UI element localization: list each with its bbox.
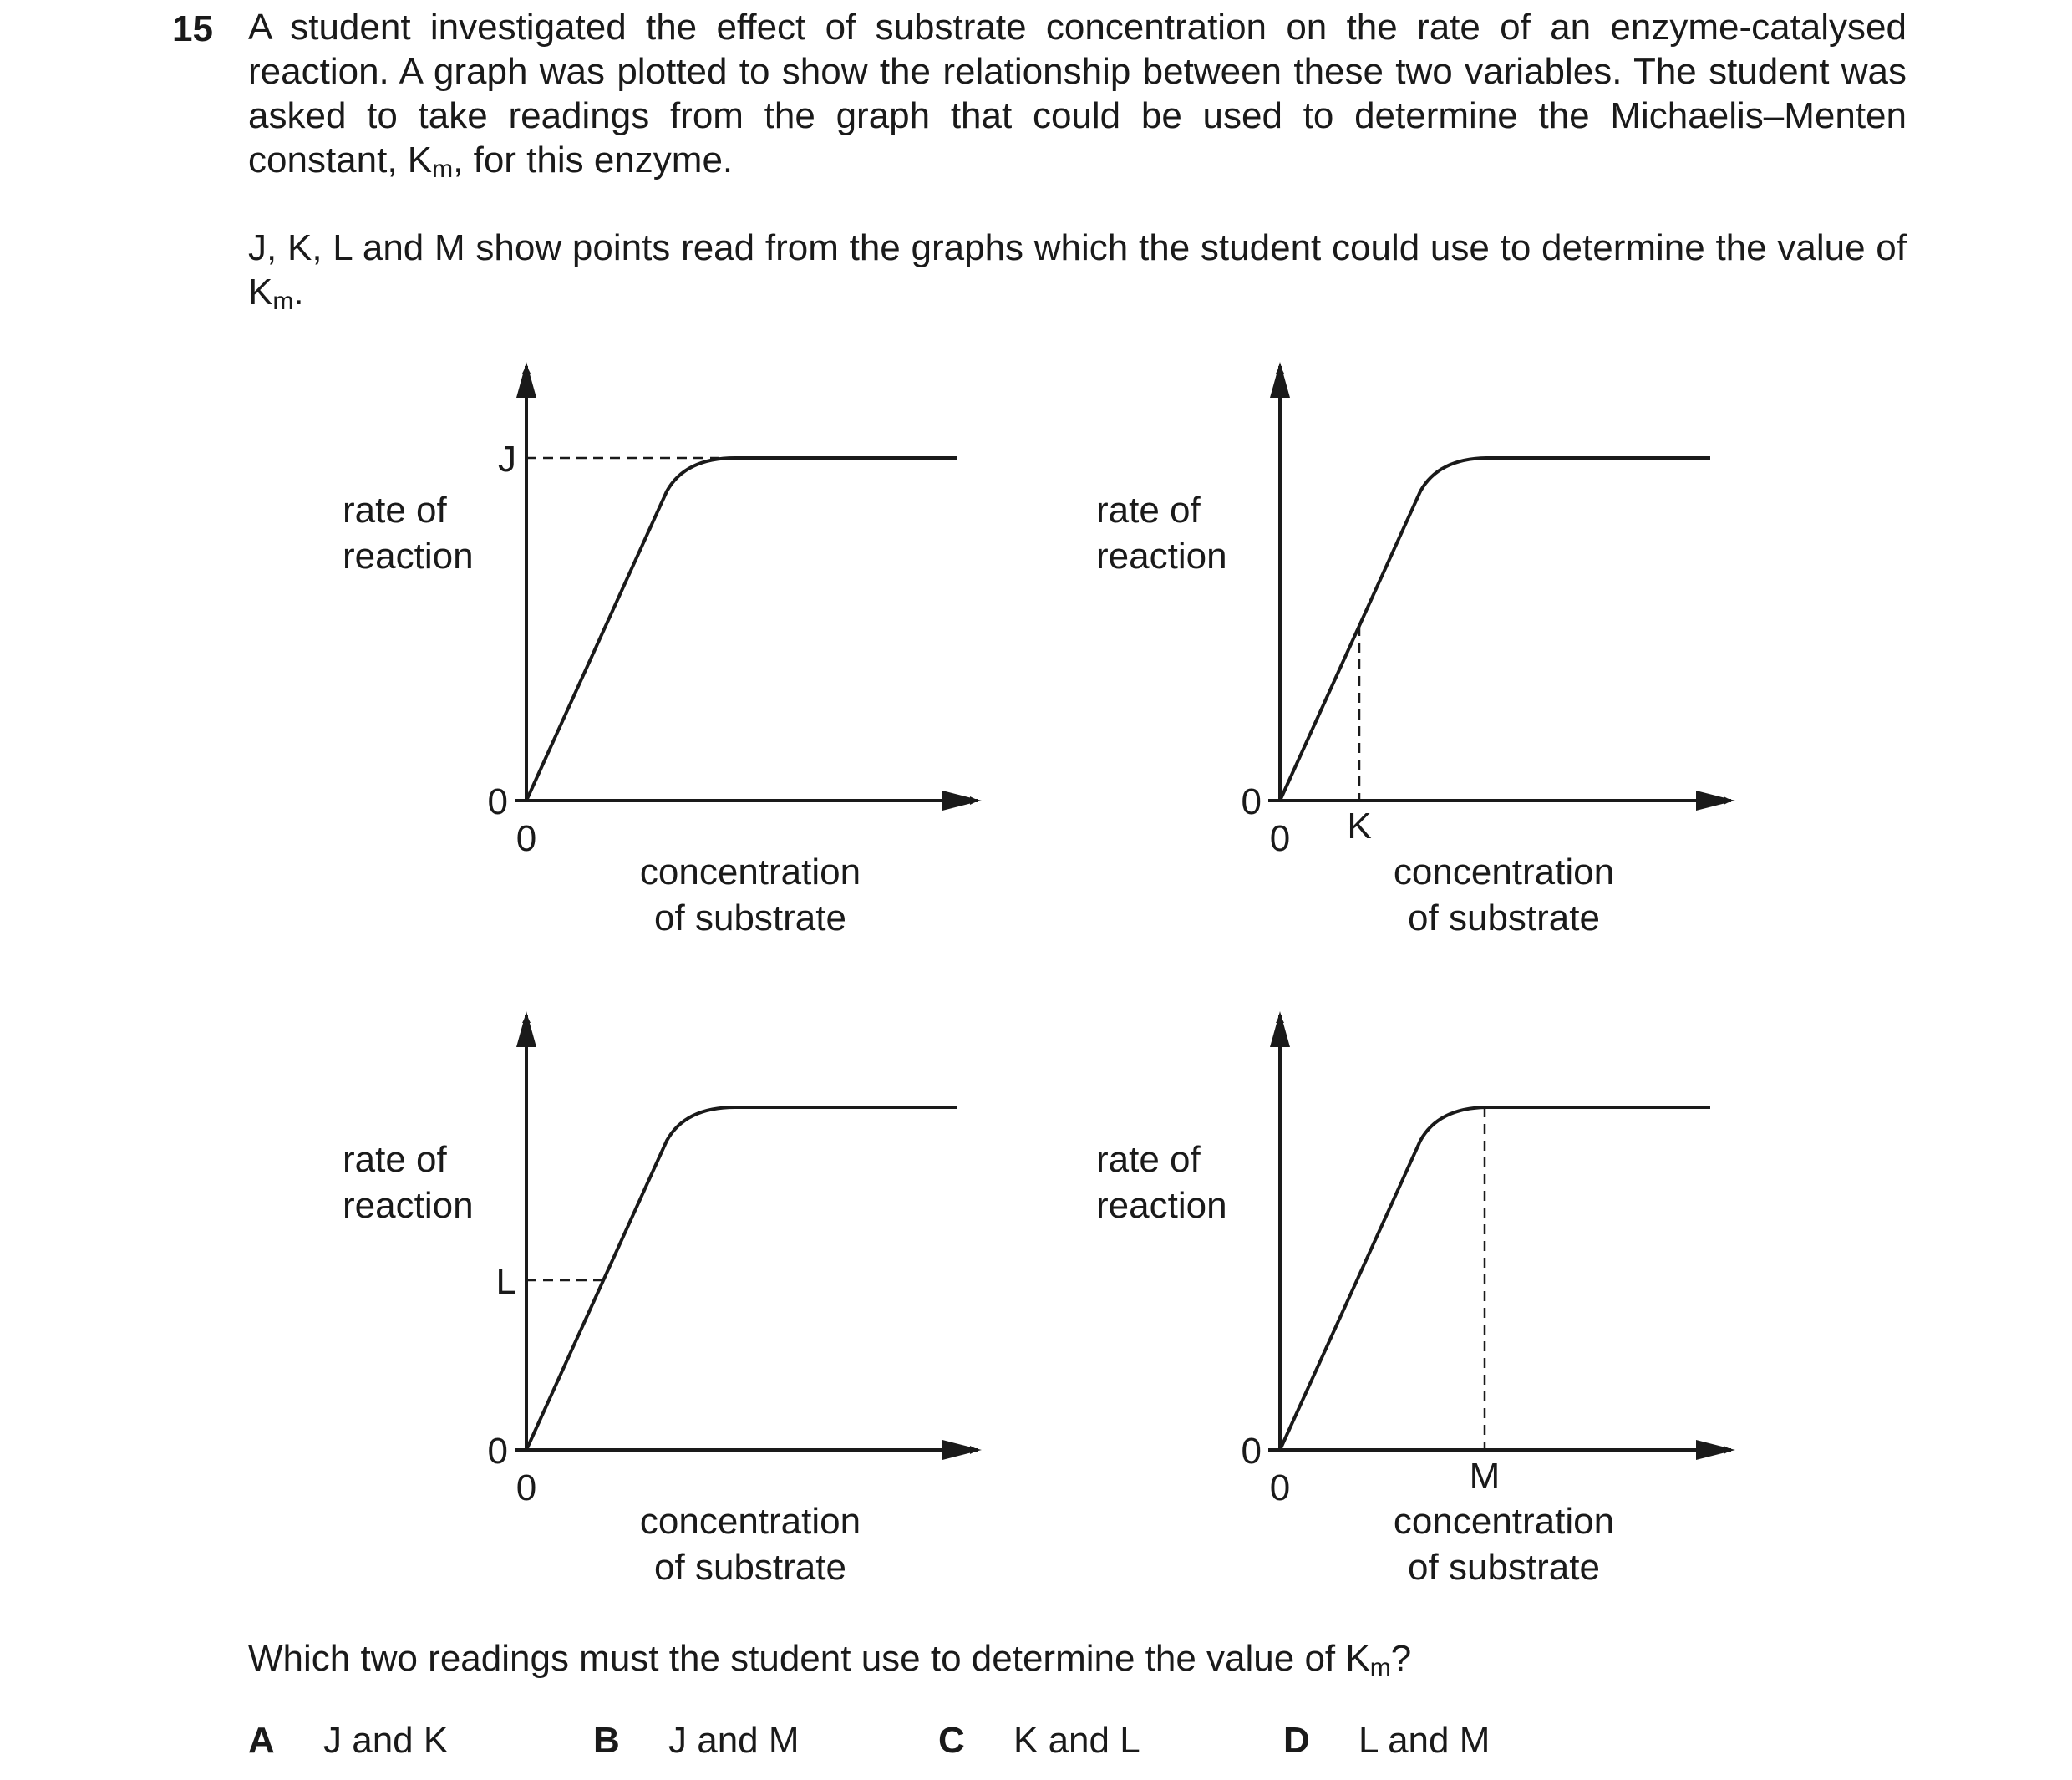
intro-text-end: , for this enzyme. [453,140,734,181]
y-axis-arrowhead [516,1011,536,1047]
option-b[interactable] [593,1718,800,1762]
option-letter: C [938,1720,965,1761]
graph-m [1096,1011,1735,1588]
km-subscript: m [432,155,454,183]
option-text: J and K [323,1720,449,1761]
reading-m-label: M [1469,1456,1501,1497]
graph-j [343,362,982,938]
rate-curve [1280,1107,1710,1450]
stem-text-end: ? [1390,1638,1412,1679]
y-axis-label: reaction [1096,536,1227,577]
intro-text: A student investigated the effect of substrate concentration on the rate of an enzyme-catalysed reaction. A graph was plotted to show the relationship between these two variables. The student was asked to take readings from the graph that could be used to determine the Michaelis–Menten constant, K [248,7,1907,181]
origin-x-label: 0 [1269,818,1291,859]
option-letter: A [248,1720,275,1761]
x-axis-arrowhead [1696,1440,1735,1460]
stem-text: Which two readings must the student use to determine the value of K [248,1638,1370,1679]
points-text-end: . [293,272,304,313]
points-text: J, K, L and M show points read from the graphs which the student could use to determine the value of K [248,227,1907,313]
origin-x-label: 0 [515,818,537,859]
option-text: L and M [1358,1720,1491,1761]
option-c[interactable] [938,1718,1140,1762]
y-axis-arrowhead [516,362,536,398]
x-axis-label: of substrate [654,1547,846,1588]
rate-curve [1280,458,1710,801]
km-subscript: m [1369,1654,1391,1681]
km-subscript: m [272,287,294,315]
graph-k [1096,362,1735,938]
y-axis-label: rate of [1096,490,1201,531]
origin-x-label: 0 [1269,1467,1291,1508]
origin-y-label: 0 [1241,1431,1262,1472]
y-axis-label: rate of [343,490,447,531]
rate-curve [526,1107,957,1450]
x-axis-label: concentration [1393,1501,1615,1542]
origin-y-label: 0 [487,1431,508,1472]
y-axis-arrowhead [1270,362,1290,398]
origin-y-label: 0 [1241,781,1262,822]
option-letter: D [1283,1720,1310,1761]
x-axis-arrowhead [942,1440,982,1460]
reading-l-label: L [495,1261,516,1302]
y-axis-label: rate of [343,1139,447,1180]
y-axis-arrowhead [1270,1011,1290,1047]
y-axis-label: rate of [1096,1139,1201,1180]
x-axis-label: concentration [639,1501,861,1542]
option-letter: B [593,1720,620,1761]
graph-l [343,1011,982,1588]
question-number: 15 [172,8,213,49]
x-axis-label: concentration [1393,852,1615,893]
x-axis-label: of substrate [1408,1547,1600,1588]
reading-j-label: J [498,439,516,480]
x-axis-arrowhead [942,791,982,811]
answer-options [248,1718,1752,1768]
x-axis-label: concentration [639,852,861,893]
origin-x-label: 0 [515,1467,537,1508]
y-axis-label: reaction [343,536,474,577]
rate-curve [526,458,957,801]
question-stem [248,1636,1411,1681]
option-text: K and L [1013,1720,1140,1761]
y-axis-label: reaction [1096,1185,1227,1226]
reading-k-label: K [1347,806,1372,847]
x-axis-label: of substrate [654,898,846,938]
x-axis-label: of substrate [1408,898,1600,938]
y-axis-label: reaction [343,1185,474,1226]
x-axis-arrowhead [1696,791,1735,811]
option-a[interactable] [248,1718,448,1762]
origin-y-label: 0 [487,781,508,822]
option-text: J and M [668,1720,800,1761]
option-d[interactable] [1283,1718,1490,1762]
